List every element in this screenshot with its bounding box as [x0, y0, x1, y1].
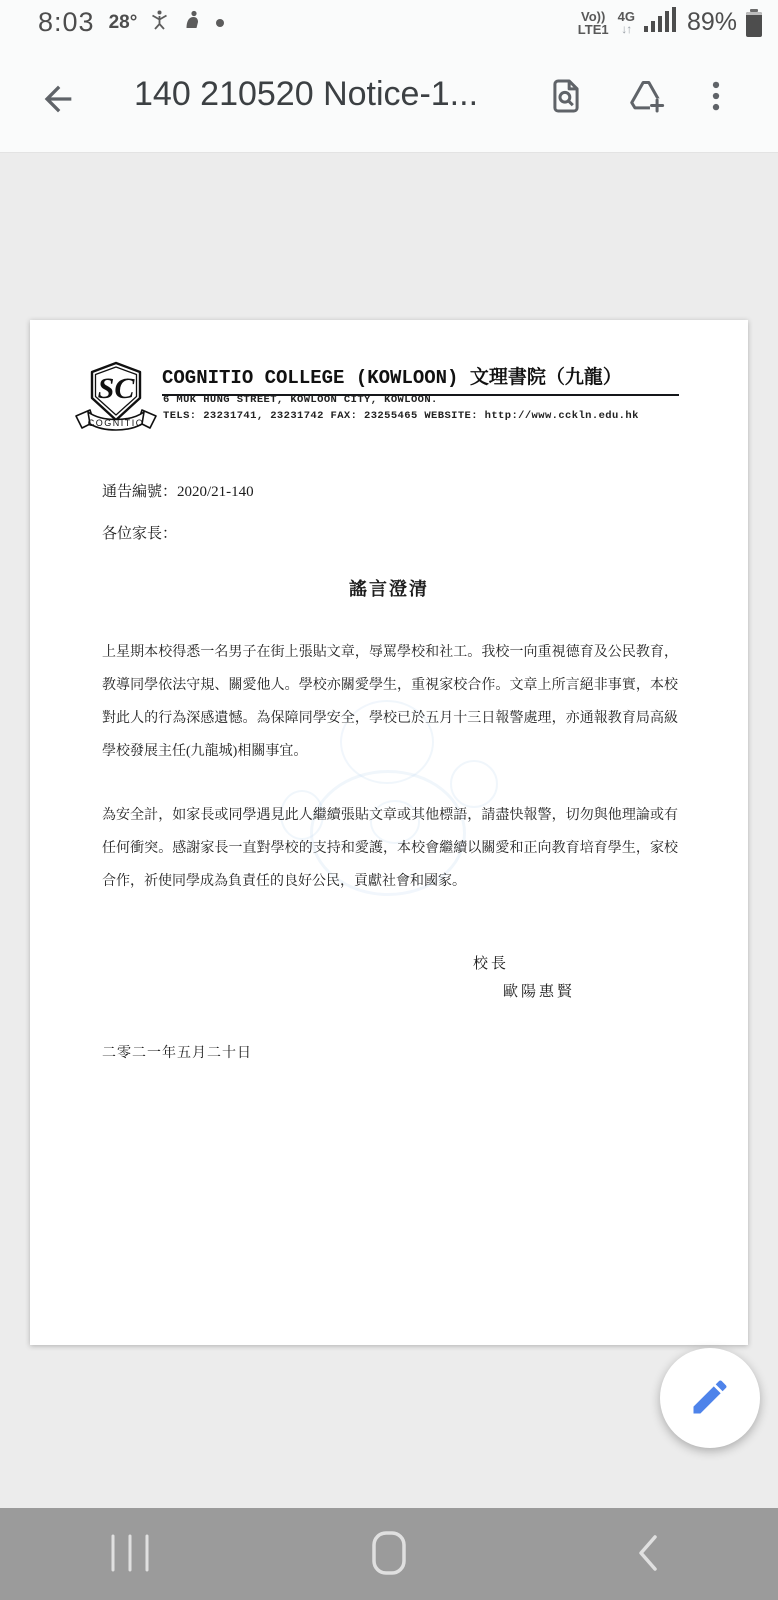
notice-title: 謠言澄清 — [349, 579, 429, 599]
back-button[interactable] — [36, 78, 80, 122]
recents-icon — [109, 1533, 151, 1576]
school-contact-line: TELS: 23231741, 23231742 FAX: 23255465 WEBSITE: http://www.cckln.edu.hk — [163, 410, 639, 422]
person-icon — [151, 10, 168, 35]
app-bar — [0, 45, 778, 153]
volte-indicator: Vo)) LTE1 — [577, 8, 609, 37]
pencil-icon — [688, 1375, 732, 1422]
overflow-menu-button[interactable] — [694, 75, 738, 119]
school-name-heading: COGNITIO COLLEGE (KOWLOON) 文理書院（九龍） — [162, 362, 679, 396]
overflow-menu-icon — [697, 103, 735, 118]
data-type-indicator: 4G ↓↑ — [617, 9, 635, 36]
recents-button[interactable] — [0, 1508, 259, 1600]
back-chevron-icon — [633, 1531, 663, 1578]
annotate-fab[interactable] — [660, 1348, 760, 1448]
data-activity-arrows: ↓↑ — [621, 22, 632, 36]
figure-icon — [182, 10, 202, 35]
status-bar — [0, 0, 778, 45]
salutation: 各位家長： — [102, 526, 178, 542]
clock: 8:03 — [38, 7, 95, 37]
signature-role: 校長 — [473, 956, 510, 972]
svg-text:SC: SC — [97, 372, 135, 405]
school-address: 6 MUK HUNG STREET, KOWLOON CITY, KOWLOON. — [163, 394, 438, 406]
notice-number: 通告編號：2020/21-140 — [102, 484, 254, 500]
signature-name: 歐陽惠賢 — [503, 984, 576, 1000]
back-arrow-icon — [38, 107, 78, 122]
notice-date: 二零二一年五月二十日 — [102, 1046, 252, 1061]
file-title: 140 210520 Notice-1... — [134, 75, 479, 113]
signal-bars-icon — [644, 7, 678, 38]
body-paragraph-2: 為安全計，如家長或同學遇見此人繼續張貼文章或其他標語，請盡快報警，切勿與他理論或有任何衝突。感謝家長一直對學校的支持和愛護，本校會繼續以關愛和正向教育培育學生，家校合作，祈使同學成為負責任的良好公民，貢獻社會和國家。 — [102, 808, 678, 889]
navigation-bar — [0, 1508, 778, 1600]
temperature: 28° — [108, 11, 138, 33]
status-bar-left — [38, 0, 224, 45]
find-in-document-button[interactable] — [544, 75, 588, 119]
document-viewer[interactable] — [0, 153, 778, 1508]
document-page — [30, 320, 748, 1345]
find-in-document-icon — [547, 103, 585, 118]
school-crest-logo — [70, 360, 162, 436]
body-paragraph-1: 上星期本校得悉一名男子在街上張貼文章，辱罵學校和社工。我校一向重視德育及公民教育，教導同學依法守規、關愛他人。學校亦關愛學生，重視家校合作。文章上所言絕非事實，本校對此人的行為深感遺憾。為保障同學安全，學校已於五月十三日報警處理，亦通報教育局高級學校發展主任(九龍城)相關事宜。 — [102, 645, 678, 759]
home-button[interactable] — [259, 1508, 518, 1600]
nav-back-button[interactable] — [519, 1508, 778, 1600]
notification-dot-icon — [216, 19, 224, 27]
home-icon — [369, 1531, 409, 1578]
logo-banner-text: COGNITIO — [87, 418, 145, 428]
status-bar-right — [578, 0, 762, 45]
battery-icon — [746, 9, 762, 37]
drive-add-icon — [627, 103, 665, 118]
add-to-drive-button[interactable] — [624, 75, 668, 119]
battery-percent: 89% — [686, 8, 737, 36]
